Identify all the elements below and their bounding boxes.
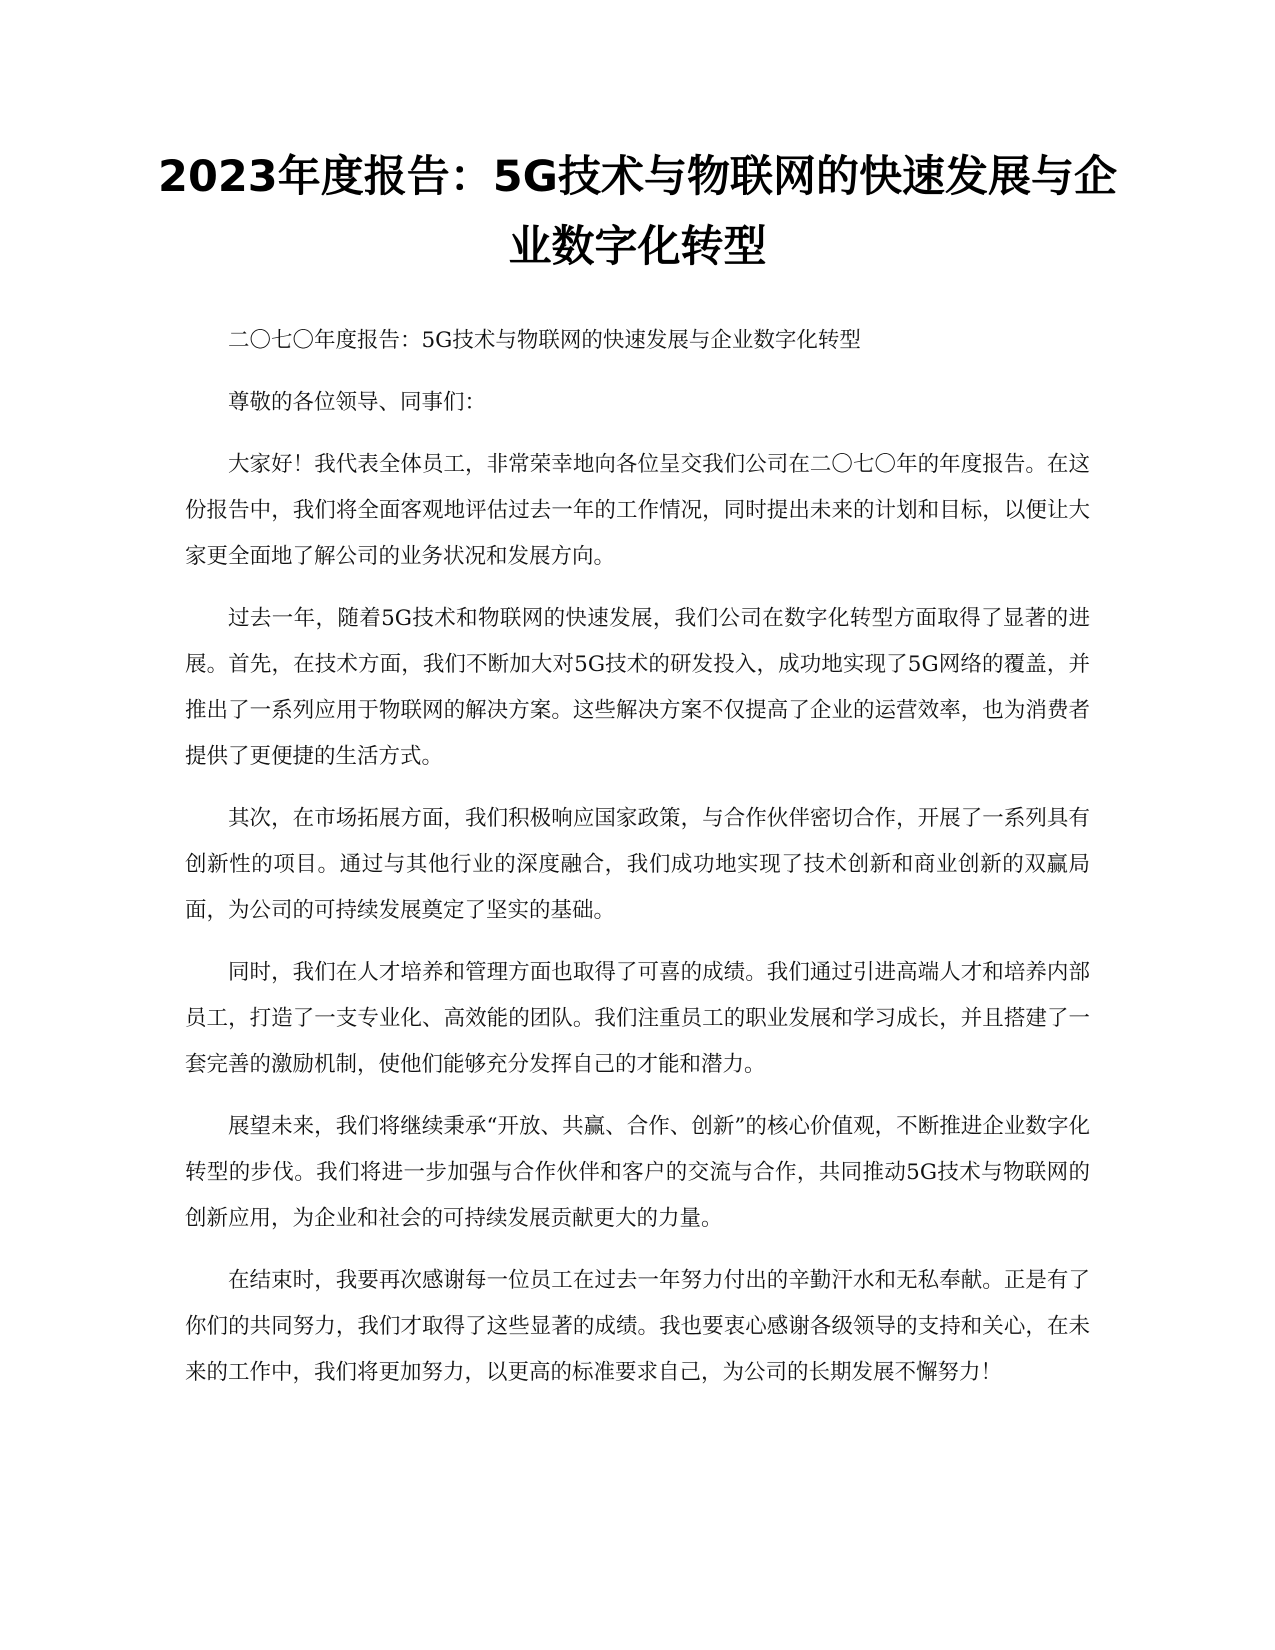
- salutation-paragraph: 尊敬的各位领导、同事们：: [228, 390, 487, 415]
- report-subtitle-paragraph: 二〇七〇年度报告：5G技术与物联网的快速发展与企业数字化转型: [228, 328, 861, 353]
- body-paragraph: 其次，在市场拓展方面，我们积极响应国家政策，与合作伙伴密切合作，开展了一系列具有创新性的项目。通过与其他行业的深度融合，我们成功地实现了技术创新和商业创新的双赢局面，为公司的可持续发展奠定了坚实的基础。: [185, 806, 1090, 923]
- body-paragraph: 展望未来，我们将继续秉承“开放、共赢、合作、创新”的核心价值观，不断推进企业数字化转型的步伐。我们将进一步加强与合作伙伴和客户的交流与合作，共同推动5G技术与物联网的创新应用，为企业和社会的可持续发展贡献更大的力量。: [185, 1114, 1090, 1231]
- document-body: [185, 318, 1090, 1412]
- body-paragraph: 大家好！我代表全体员工，非常荣幸地向各位呈交我们公司在二〇七〇年的年度报告。在这份报告中，我们将全面客观地评估过去一年的工作情况，同时提出未来的计划和目标，以便让大家更全面地了解公司的业务状况和发展方向。: [185, 452, 1090, 569]
- body-paragraph: 过去一年，随着5G技术和物联网的快速发展，我们公司在数字化转型方面取得了显著的进展。首先，在技术方面，我们不断加大对5G技术的研发投入，成功地实现了5G网络的覆盖，并推出了一系列应用于物联网的解决方案。这些解决方案不仅提高了企业的运营效率，也为消费者提供了更便捷的生活方式。: [185, 606, 1090, 769]
- closing-paragraph: 在结束时，我要再次感谢每一位员工在过去一年努力付出的辛勤汗水和无私奉献。正是有了你们的共同努力，我们才取得了这些显著的成绩。我也要衷心感谢各级领导的支持和关心，在未来的工作中，我们将更加努力，以更高的标准要求自己，为公司的长期发展不懈努力！: [185, 1268, 1090, 1385]
- body-paragraph: 同时，我们在人才培养和管理方面也取得了可喜的成绩。我们通过引进高端人才和培养内部员工，打造了一支专业化、高效能的团队。我们注重员工的职业发展和学习成长，并且搭建了一套完善的激励机制，使他们能够充分发挥自己的才能和潜力。: [185, 960, 1090, 1077]
- document-title: 2023年度报告：5G技术与物联网的快速发展与企业数字化转型: [158, 152, 1117, 272]
